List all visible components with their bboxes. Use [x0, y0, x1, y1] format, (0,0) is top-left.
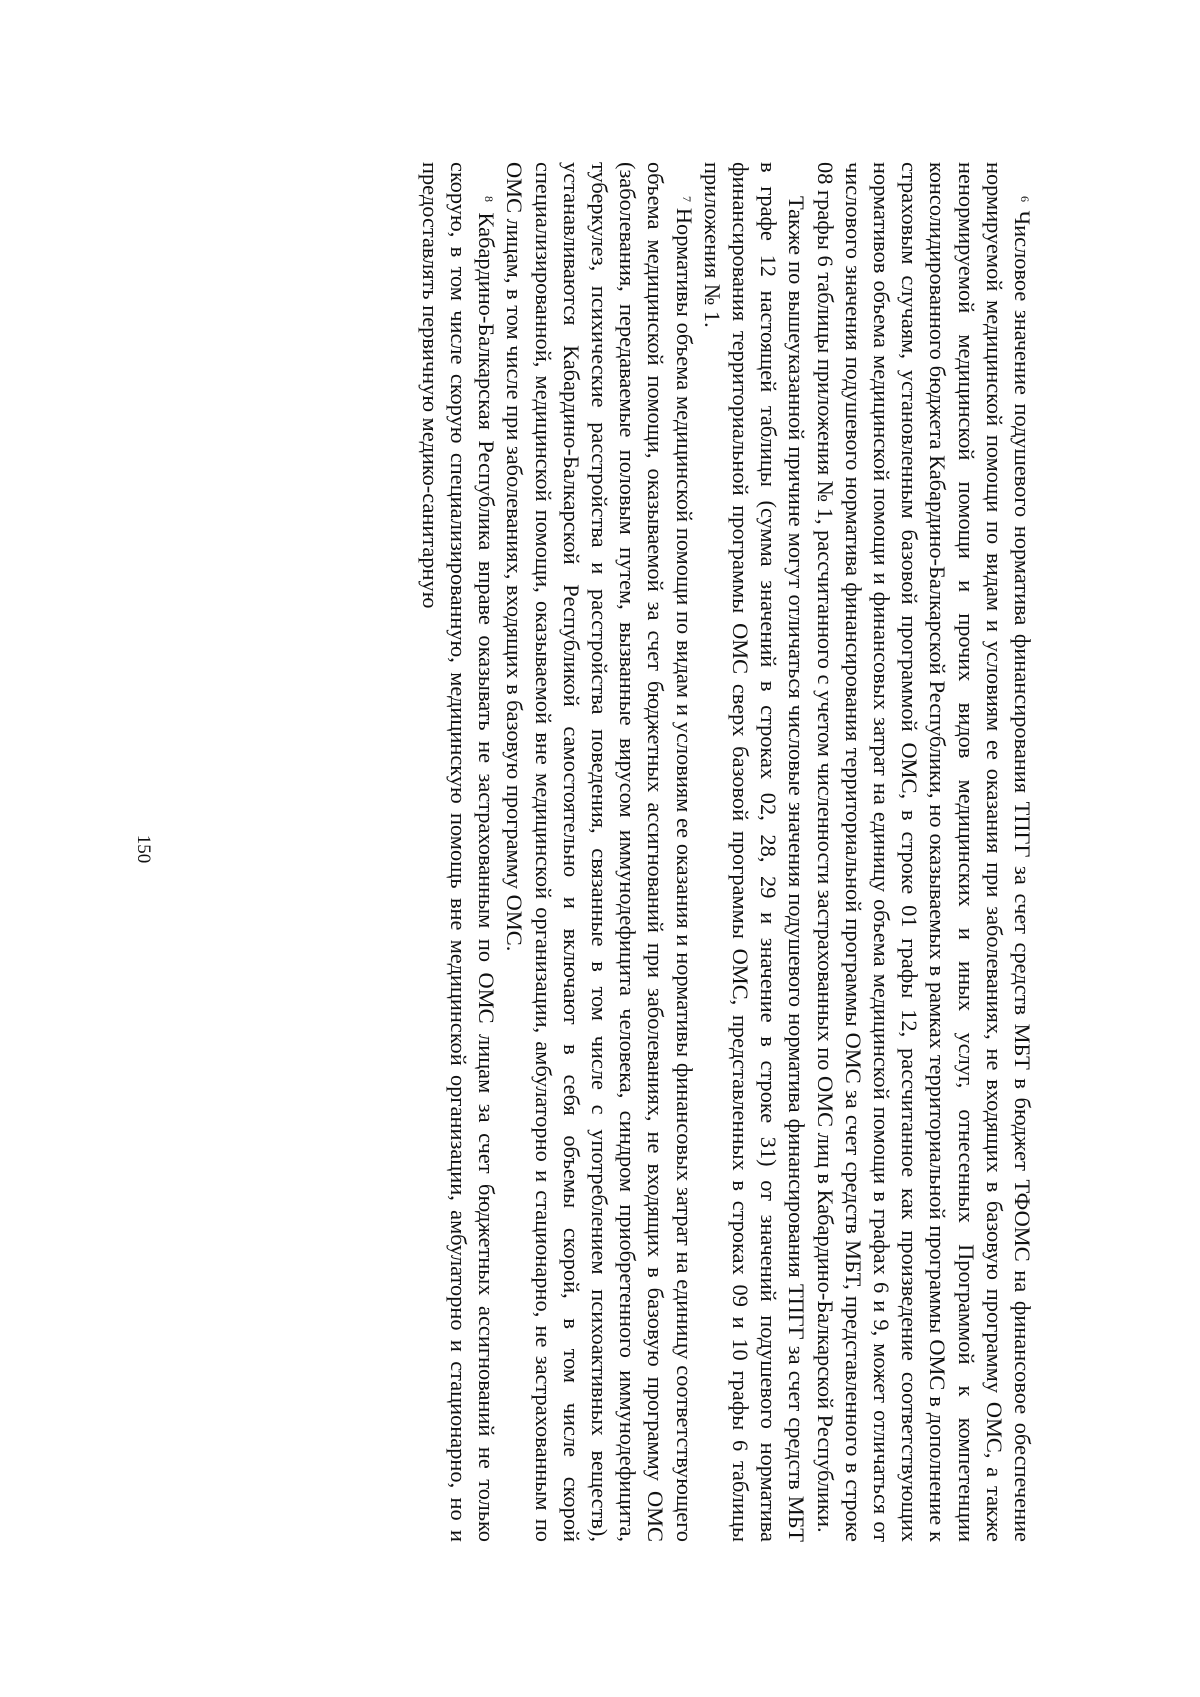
footnote-6-paragraph-1 — [810, 162, 1036, 1542]
footnote-8-paragraph — [416, 162, 501, 1542]
footnote-8-marker: 8 — [482, 196, 497, 202]
page-number: 150 — [133, 834, 154, 864]
footnote-8-text: Кабардино-Балкарская Республика вправе оказывать не застрахованным по ОМС лицам за счет бюджетных ассигнований не только скорую, в том числе скорую специализированную, медицинскую помощь вне медицинской организации, амбулаторно и стационарно, но и предоставлять первичную медико-санитарную — [417, 162, 500, 1542]
page-content-rotated — [416, 162, 1036, 1542]
footnote-6-marker: 6 — [1018, 196, 1032, 202]
footnote-6-text: Числовое значение подушевого норматива финансирования ТПГГ за счет средств МБТ в бюджет ТФОМС на финансовое обеспечение нормируемой медицинской помощи по видам и условиям ее оказания при заболеваниях, не входящих в базовую программу ОМС, а также ненормируемой медицинской помощи и прочих видов медицинских и иных услуг, отнесенных Программой к компетенции консолидированного бюджета Кабардино-Балкарской Республики, но оказываемых в рамках территориальной программы ОМС в дополнение к страховым случаям, установленным базовой программой ОМС, в строке 01 графы 12, рассчитанное как произведение соответствующих нормативов объема медицинской помощи и финансовых затрат на единицу объема медицинской помощи в графах 6 и 9, может отличаться от числового значения подушевого норматива финансирования территориальной программы ОМС за счет средств МБТ, представленного в строке 08 графы 6 таблицы приложения № 1, рассчитанного с учетом численности застрахованных по ОМС лиц в Кабардино-Балкарской Республики. — [812, 162, 1035, 1542]
footnote-7-paragraph — [500, 162, 697, 1542]
footnote-7-marker: 7 — [679, 196, 694, 202]
footnote-6-paragraph-2: Также по вышеуказанной причине могут отличаться числовые значения подушевого норматива финансирования ТПГГ за счет средств МБТ в графе 12 настоящей таблицы (сумма значений в строках 02, 28, 29 и значение в строке 31) от значений подушевого норматива финансирования территориальной программы ОМС сверх базовой программы ОМС, представленных в строках 09 и 10 графы 6 таблицы приложения № 1. — [699, 162, 810, 1542]
footnote-7-text: Нормативы объема медицинской помощи по видам и условиям ее оказания и нормативы финансовых затрат на единицу соответствующего объема медицинской помощи, оказываемой за счет бюджетных ассигнований при заболеваниях, не входящих в базовую программу ОМС (заболевания, передаваемые половым путем, вызванные вирусом иммунодефицита человека, синдром приобретенного иммунодефицита, туберкулез, психические расстройства и расстройства поведения, связанные в том числе с употреблением психоактивных веществ), устанавливаются Кабардино-Балкарской Республикой самостоятельно и включают в себя объемы скорой, в том числе скорой специализированной, медицинской помощи, оказываемой вне медицинской организации, амбулаторно и стационарно, не застрахованным по ОМС лицам, в том числе при заболеваниях, входящих в базовую программу ОМС. — [502, 162, 697, 1542]
footnotes-text — [416, 162, 1036, 1542]
